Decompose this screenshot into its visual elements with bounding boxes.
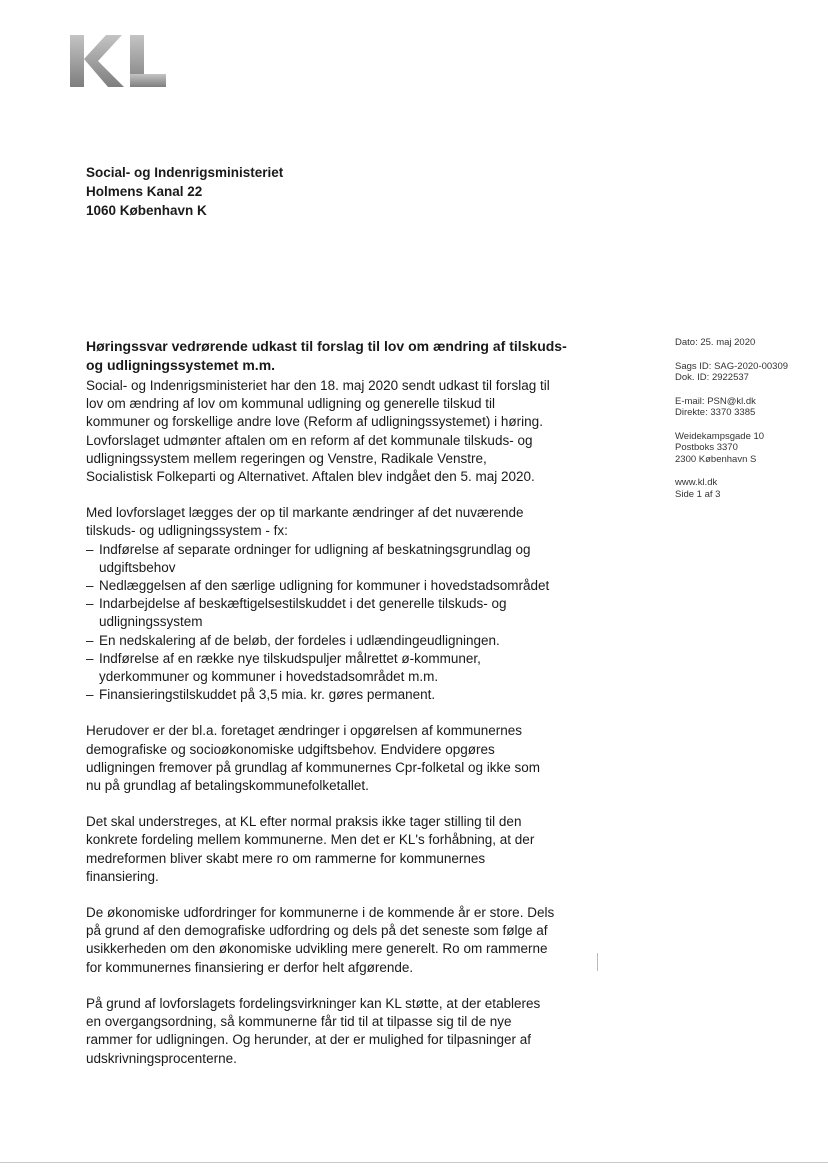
dok-id-label: Dok. ID: (675, 372, 710, 383)
sags-id-value: SAG-2020-00309 (714, 360, 789, 372)
email-row (675, 396, 788, 408)
sidebar-metadata (675, 337, 788, 512)
page-number: Side 1 af 3 (675, 488, 721, 500)
letter-title: Høringssvar vedrørende udkast til forslag til lov om ændring af tilskuds- og udligningssystemet m.m. (86, 338, 567, 373)
change-list (86, 541, 556, 705)
paragraph-1: Social- og Indenrigsministeriet har den 18. maj 2020 sendt udkast til forslag til lov om ændring af lov om kommunal udligning og generelle tilskud til kommuner og forskellige andre love (Reform af udligningssystemet) i høring. Lovforslaget udmønter aftalen om en reform af det kommunale tilskuds- og udligningssystem mellem regeringen og Venstre, Radikale Venstre, Socialistisk Folkeparti og Alternativet. Aftalen blev indgået den 5. maj 2020. (86, 378, 550, 485)
date-label: Dato: (675, 337, 698, 348)
recipient-address (86, 163, 283, 220)
website-link[interactable]: www.kl.dk (675, 477, 718, 488)
recipient-line: 1060 København K (86, 203, 207, 218)
list-item: – Indarbejdelse af beskæftigelsestilskuddet i det generelle tilskuds- og udligningssystem (86, 595, 556, 631)
direkte-row (675, 407, 788, 419)
paragraph-5: De økonomiske udfordringer for kommunerne i de kommende år er store. Dels på grund af den demografiske udfordring og dels på det seneste som følge af usikkerheden om den økonomiske udvikling mere generelt. Ro om rammerne for kommunernes finansiering er derfor helt afgørende. (86, 905, 555, 975)
paragraph-3: Herudover er der bl.a. foretaget ændringer i opgørelsen af kommunernes demografiske og socioøkonomiske udgiftsbehov. Endvidere opgøres udligningen fremover på grundlag af kommunernes Cpr-folketal og ikke som nu på grundlag af betalingskommunefolketallet. (86, 723, 540, 794)
sender-address-line: 2300 København S (675, 453, 757, 465)
sender-address-line: Weidekampsgade 10 (675, 430, 765, 442)
footer-rule (0, 1162, 828, 1163)
sags-id-label: Sags ID: (675, 360, 712, 372)
list-item: – Indførelse af en række nye tilskudspuljer målrettet ø-kommuner, yderkommuner og kommuner i hovedstadsområdet m.m. (86, 650, 556, 686)
date-row (675, 337, 788, 349)
list-item: – Finansieringstilskuddet på 3,5 mia. kr. gøres permanent. (86, 686, 556, 704)
date-value: 25. maj 2020 (700, 337, 756, 348)
paragraph-6: På grund af lovforslagets fordelingsvirkninger kan KL støtte, at der etableres en overgangsordning, så kommunerne får tid til at tilpasse sig til de nye rammer for udligningen. Og herunder, at der er mulighed for tilpasninger af udskrivningsprocenterne. (86, 995, 541, 1066)
sags-id-row (675, 361, 788, 373)
list-item: – Indførelse af separate ordninger for udligning af beskatningsgrundlag og udgiftsbehov (86, 541, 556, 577)
kl-logo (68, 33, 168, 89)
list-item: – En nedskalering af de beløb, der fordeles i udlændingeudligningen. (86, 632, 556, 650)
recipient-line: Holmens Kanal 22 (86, 184, 203, 199)
recipient-line: Social- og Indenrigsministeriet (86, 165, 284, 180)
email-value[interactable]: PSN@kl.dk (707, 395, 756, 407)
dok-id-value: 2922537 (711, 372, 749, 383)
paragraph-4: Det skal understreges, at KL efter normal praksis ikke tager stilling til den konkrete fordeling mellem kommunerne. Men det er KL's forhåbning, at der medreformen bliver skabt mere ro om rammerne for kommunernes finansiering. (86, 814, 535, 884)
paragraph-2: Med lovforslaget lægges der op til markante ændringer af det nuværende tilskuds- og udligningssystem - fx: (86, 505, 524, 539)
sender-address-line: Postboks 3370 (675, 442, 738, 453)
scan-mark (597, 953, 598, 971)
list-item: – Nedlæggelsen af den særlige udligning for kommuner i hovedstadsområdet (86, 577, 556, 595)
letter-body (86, 377, 556, 1086)
direkte-label: Direkte: (675, 407, 708, 418)
email-label: E-mail: (675, 395, 705, 407)
dok-id-row (675, 372, 788, 384)
direkte-value: 3370 3385 (710, 407, 756, 418)
